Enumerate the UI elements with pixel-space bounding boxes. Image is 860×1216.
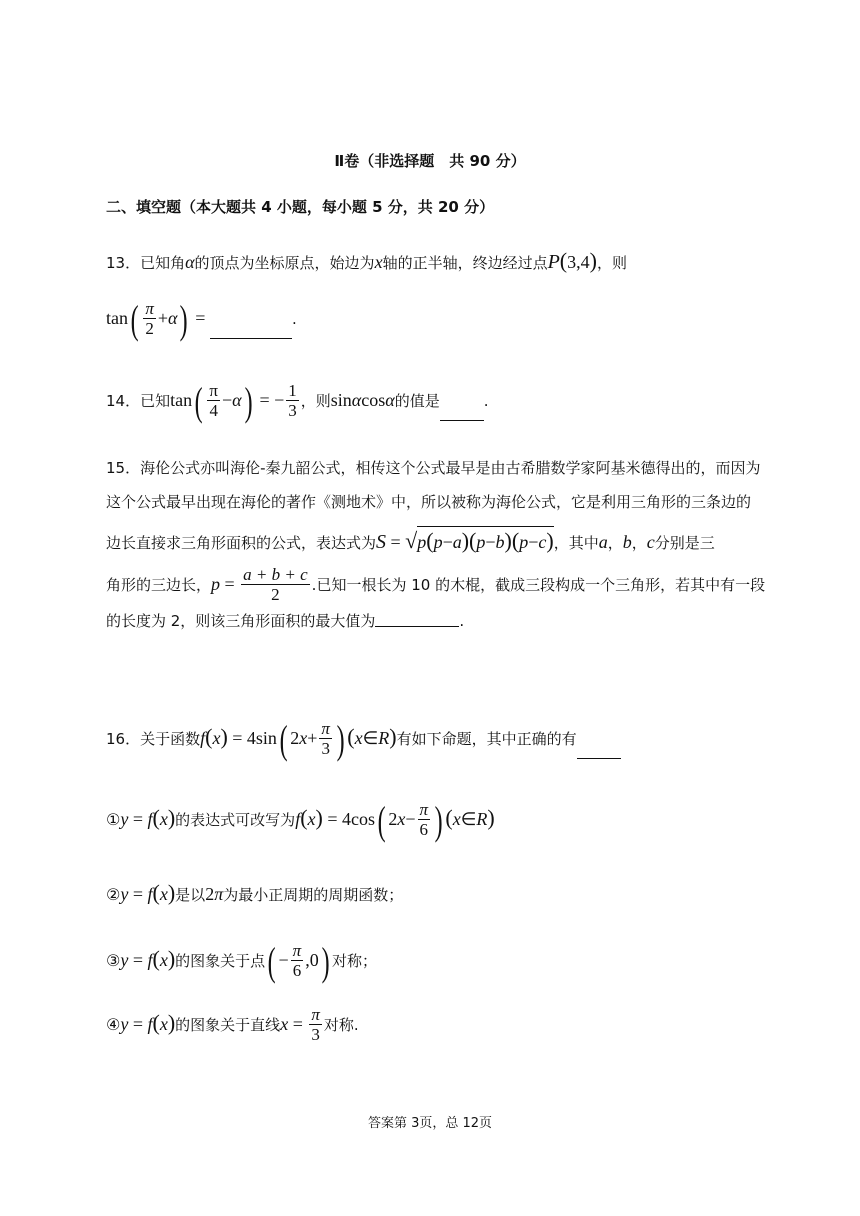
- q14-line: 14．已知tan( $\frac{\pi}{4}$ −α) = − $\frac{1}{3}$ ，则sinαcosα的值是 .: [106, 379, 489, 424]
- q15-line1: 15．海伦公式亦叫海伦-秦九韶公式，相传这个公式最早是由古希腊数学家阿基米德得出的，而因为: [106, 459, 761, 477]
- q15-line2: 这个公式最早出现在海伦的著作《测地术》中，所以被称为海伦公式，它是利用三角形的三条边的: [106, 493, 752, 511]
- statement-2: ②y = f(x)是以2π为最小正周期的周期函数；: [106, 880, 404, 905]
- q15-line4: 角形的三边长，p = $\frac{a + b + c}{2}$ .已知一根长为 10 的木棍，截成三段构成一个三角形，若其中有一段: [106, 565, 766, 604]
- q16-line: 16．关于函数f(x) = 4sin( 2x+ $\frac{\pi}{3}$ ) (x∈R)有如下命题，其中正确的有: [106, 716, 621, 763]
- statement-1: ①y = f(x)的表达式可改写为f(x) = 4cos( 2x− $\frac{\pi}{6}$ ) (x∈R): [106, 798, 495, 843]
- section-heading: 二、填空题（本大题共 4 小题，每小题 5 分，共 20 分）: [106, 198, 495, 216]
- statement-4: ④y = f(x)的图象关于直线x = $\frac{\pi}{3}$ 对称.: [106, 1005, 359, 1044]
- q13-line2: tan( $\frac{\pi}{2}$ +α) = .: [106, 297, 297, 342]
- part-title: Ⅱ卷（非选择题 共 90 分）: [334, 152, 526, 170]
- page-footer: 答案第 3页，总 12页: [367, 1116, 493, 1131]
- statement-3: ③y = f(x)的图象关于点( − $\frac{\pi}{6}$ ,0) 对称；: [106, 939, 378, 984]
- q13-line1: 13．已知角α的顶点为坐标原点，始边为x轴的正半轴，终边经过点P(3,4)，则: [106, 248, 627, 273]
- q15-line3: 边长直接求三角形面积的公式，表达式为S = √p(p−a)(p−b)(p−c)，其中a，b，c分别是三: [106, 528, 715, 553]
- q15-line5: 的长度为 2，则该三角形面积的最大值为 .: [106, 612, 465, 630]
